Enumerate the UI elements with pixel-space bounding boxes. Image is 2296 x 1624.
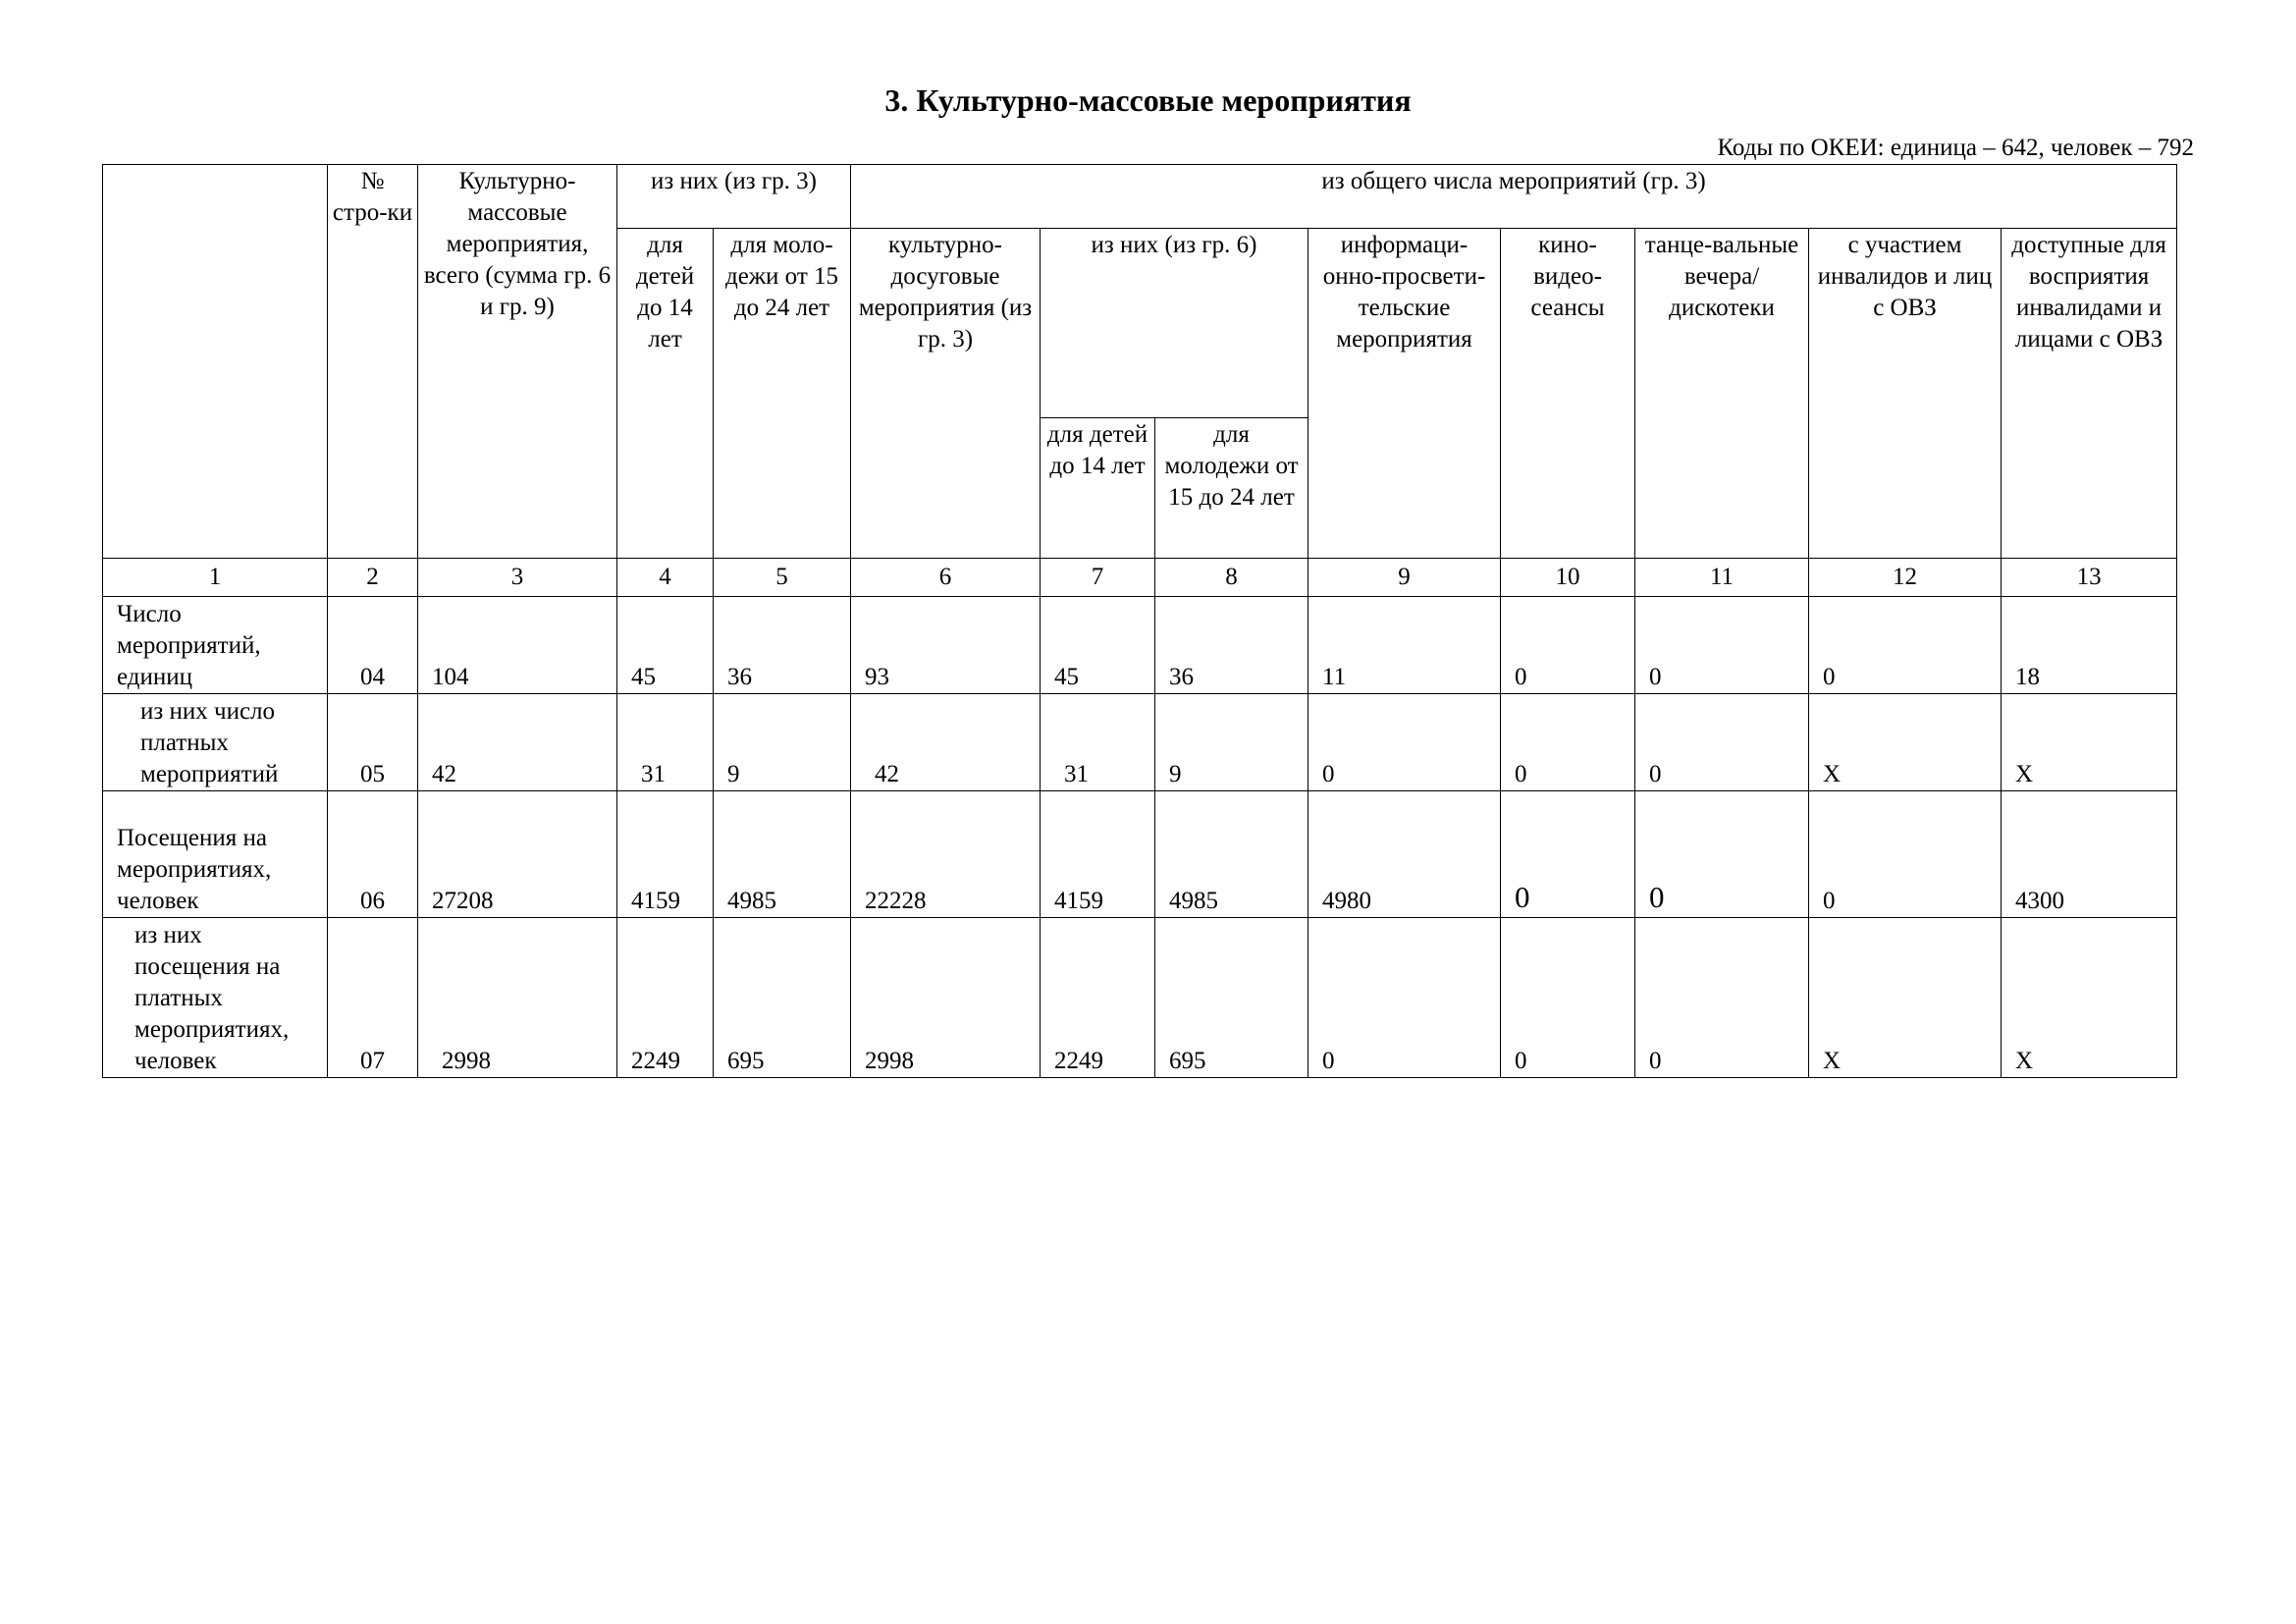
column-number: 5 bbox=[714, 559, 851, 597]
table-cell: 0 bbox=[1308, 918, 1501, 1078]
page-title: 3. Культурно-массовые мероприятия bbox=[884, 82, 1412, 118]
table-cell: 27208 bbox=[418, 791, 617, 918]
table-cell: 9 bbox=[714, 694, 851, 791]
table-cell: 0 bbox=[1501, 918, 1635, 1078]
table-cell: 2998 bbox=[418, 918, 617, 1078]
column-number: 3 bbox=[418, 559, 617, 597]
table-cell: 0 bbox=[1809, 791, 2002, 918]
table-cell: 22228 bbox=[851, 791, 1041, 918]
table-cell: 0 bbox=[1635, 694, 1809, 791]
table-cell: 18 bbox=[2002, 597, 2177, 694]
table-cell: X bbox=[1809, 694, 2002, 791]
events-table bbox=[102, 164, 2177, 1078]
row-label: Посещения на мероприятиях, человек bbox=[103, 791, 328, 918]
table-cell: 4985 bbox=[714, 791, 851, 918]
table-cell: 31 bbox=[1041, 694, 1155, 791]
header-of-them-gr3: из них (из гр. 3) bbox=[617, 165, 851, 229]
column-number: 6 bbox=[851, 559, 1041, 597]
table-cell: 45 bbox=[617, 597, 714, 694]
table-cell: 4985 bbox=[1155, 791, 1308, 918]
header-total: Культурно-массовые мероприятия, всего (сумма гр. 6 и гр. 9) bbox=[418, 165, 617, 559]
table-row bbox=[103, 597, 2177, 694]
table-cell: 0 bbox=[1308, 694, 1501, 791]
column-number: 9 bbox=[1308, 559, 1501, 597]
table-cell: 0 bbox=[1635, 597, 1809, 694]
table-cell: 45 bbox=[1041, 597, 1155, 694]
column-number: 11 bbox=[1635, 559, 1809, 597]
header-dance: танце-вальные вечера/ дискотеки bbox=[1635, 229, 1809, 559]
header-cinema: кино-видео-сеансы bbox=[1501, 229, 1635, 559]
table-cell: 11 bbox=[1308, 597, 1501, 694]
header-row-1 bbox=[103, 165, 2177, 229]
column-number: 10 bbox=[1501, 559, 1635, 597]
header-blank-cell bbox=[103, 165, 328, 559]
header-cultural-leisure: культурно-досуговые мероприятия (из гр. 3) bbox=[851, 229, 1041, 559]
table-cell: 36 bbox=[1155, 597, 1308, 694]
table-row bbox=[103, 791, 2177, 918]
table-cell: 93 bbox=[851, 597, 1041, 694]
table-cell: 9 bbox=[1155, 694, 1308, 791]
row-code: 04 bbox=[328, 597, 418, 694]
row-code: 06 bbox=[328, 791, 418, 918]
table-cell: 0 bbox=[1635, 918, 1809, 1078]
header-of-them-gr6: из них (из гр. 6) bbox=[1041, 229, 1308, 418]
table-cell: 2249 bbox=[1041, 918, 1155, 1078]
row-label: из них посещения на платных мероприятиях, человек bbox=[103, 918, 328, 1078]
table-cell: 31 bbox=[617, 694, 714, 791]
header-children-14: для детей до 14 лет bbox=[617, 229, 714, 559]
table-cell: 0 bbox=[1635, 791, 1809, 918]
table-cell: X bbox=[2002, 918, 2177, 1078]
column-number: 1 bbox=[103, 559, 328, 597]
table-cell: 42 bbox=[418, 694, 617, 791]
table-cell: 2998 bbox=[851, 918, 1041, 1078]
table-cell: 4980 bbox=[1308, 791, 1501, 918]
table-row bbox=[103, 694, 2177, 791]
row-code: 05 bbox=[328, 694, 418, 791]
column-number: 4 bbox=[617, 559, 714, 597]
table-row bbox=[103, 918, 2177, 1078]
table-cell: 42 bbox=[851, 694, 1041, 791]
table-cell: 4159 bbox=[1041, 791, 1155, 918]
table-cell: 104 bbox=[418, 597, 617, 694]
table-cell: X bbox=[1809, 918, 2002, 1078]
header-accessible: доступные для восприятия инвалидами и лицами с ОВЗ bbox=[2002, 229, 2177, 559]
table-cell: 695 bbox=[714, 918, 851, 1078]
table-cell: 0 bbox=[1809, 597, 2002, 694]
header-children-14-b: для детей до 14 лет bbox=[1041, 418, 1155, 559]
column-number: 7 bbox=[1041, 559, 1155, 597]
table-cell: 4300 bbox=[2002, 791, 2177, 918]
row-code: 07 bbox=[328, 918, 418, 1078]
column-number: 2 bbox=[328, 559, 418, 597]
table-cell: 2249 bbox=[617, 918, 714, 1078]
table-cell: 0 bbox=[1501, 791, 1635, 918]
table-cell: 4159 bbox=[617, 791, 714, 918]
column-numbers-row bbox=[103, 559, 2177, 597]
header-youth-15-24: для моло-дежи от 15 до 24 лет bbox=[714, 229, 851, 559]
column-number: 8 bbox=[1155, 559, 1308, 597]
okei-codes: Коды по ОКЕИ: единица – 642, человек – 792 bbox=[1717, 135, 2194, 161]
row-label: Число мероприятий, единиц bbox=[103, 597, 328, 694]
header-disabled-part: с участием инвалидов и лиц с ОВЗ bbox=[1809, 229, 2002, 559]
table-cell: 36 bbox=[714, 597, 851, 694]
table-cell: X bbox=[2002, 694, 2177, 791]
table-cell: 0 bbox=[1501, 694, 1635, 791]
table-cell: 0 bbox=[1501, 597, 1635, 694]
header-info-edu: информаци-онно-просвети-тельские мероприятия bbox=[1308, 229, 1501, 559]
column-number: 12 bbox=[1809, 559, 2002, 597]
header-youth-15-24-b: для молодежи от 15 до 24 лет bbox=[1155, 418, 1308, 559]
column-number: 13 bbox=[2002, 559, 2177, 597]
table-cell: 695 bbox=[1155, 918, 1308, 1078]
row-label: из них число платных мероприятий bbox=[103, 694, 328, 791]
header-line-no: № стро-ки bbox=[328, 165, 418, 559]
header-of-total-gr3: из общего числа мероприятий (гр. 3) bbox=[851, 165, 2177, 229]
